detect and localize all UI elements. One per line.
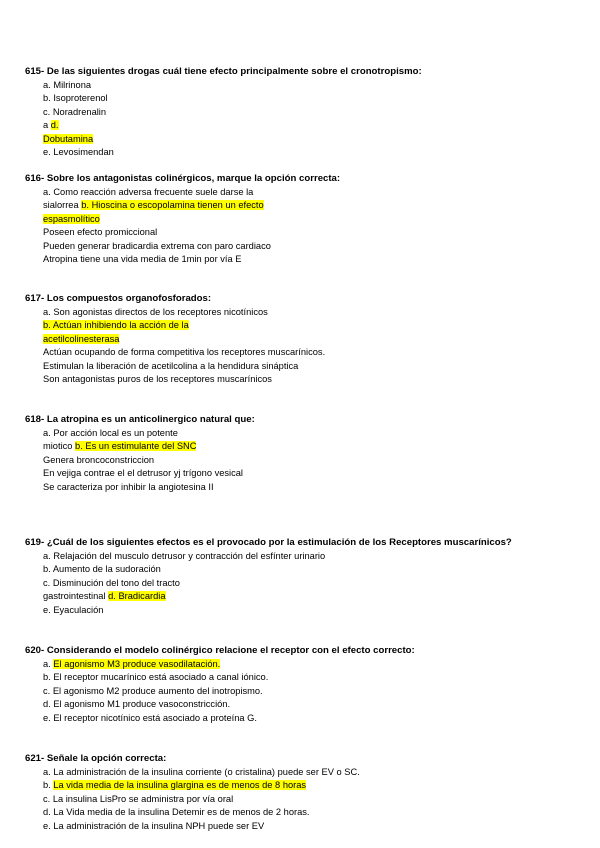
option-text: a. Como reacción adversa frecuente suele darse la <box>43 186 254 197</box>
option-text: a. Relajación del musculo detrusor y contracción del esfínter urinario <box>43 550 326 561</box>
question-title: 621- Señale la opción correcta: <box>25 753 167 764</box>
option-text: b. Aumento de la sudoración <box>43 564 161 575</box>
highlighted-answer: b. Es un estimulante del SNC <box>75 441 197 452</box>
question-title: 615- De las siguientes drogas cuál tiene efecto principalmente sobre el cronotropismo: <box>25 66 422 77</box>
option-text: e. La administración de la insulina NPH puede ser EV <box>43 820 265 831</box>
option-line <box>25 373 585 387</box>
option-line <box>25 106 585 120</box>
option-text: Genera broncoconstriccion <box>43 454 155 465</box>
option-text: Se caracteriza por inhibir la angiotesina II <box>43 481 214 492</box>
option-line <box>25 79 585 93</box>
question-617 <box>25 292 585 387</box>
option-line <box>25 240 585 254</box>
option-line <box>25 698 585 712</box>
question-621 <box>25 752 585 833</box>
option-text: c. Disminución del tono del tracto <box>43 577 180 588</box>
option-text: e. El receptor nicotínico está asociado a proteína G. <box>43 712 257 723</box>
option-line <box>25 213 585 227</box>
option-text: a. La administración de la insulina corriente (o cristalina) puede ser EV o SC. <box>43 766 360 777</box>
highlighted-answer: El agonismo M3 produce vasodilatación. <box>53 658 221 669</box>
option-line <box>25 481 585 495</box>
highlighted-answer: b. Actúan inhibiendo la acción de la <box>43 320 189 331</box>
option-line <box>25 779 585 793</box>
question-title: 616- Sobre los antagonistas colinérgicos, marque la opción correcta: <box>25 173 341 184</box>
option-text: d. La Vida media de la insulina Detemir es de menos de 2 horas. <box>43 807 310 818</box>
option-line <box>25 454 585 468</box>
highlighted-answer: b. Hioscina o escopolamina tienen un efecto <box>81 200 264 211</box>
option-text: c. El agonismo M2 produce aumento del inotropismo. <box>43 685 263 696</box>
question-title: 618- La atropina es un anticolinergico natural que: <box>25 414 255 425</box>
option-line <box>25 146 585 160</box>
option-line <box>25 92 585 106</box>
option-text: e. Eyaculación <box>43 604 104 615</box>
option-line <box>25 658 585 672</box>
option-text: Actúan ocupando de forma competitiva los receptores muscarínicos. <box>43 347 326 358</box>
option-text: miotico <box>43 441 76 452</box>
option-line <box>25 253 585 267</box>
option-line <box>25 186 585 200</box>
question-title: 620- Considerando el modelo colinérgico relacione el receptor con el efecto correcto: <box>25 645 415 656</box>
option-text: b. Isoproterenol <box>43 93 108 104</box>
option-line <box>25 427 585 441</box>
question-title: 619- ¿Cuál de los siguientes efectos es el provocado por la estimulación de los Receptores muscarínicos? <box>25 537 512 548</box>
option-text: Pueden generar bradicardia extrema con paro cardiaco <box>43 240 271 251</box>
question-618 <box>25 413 585 494</box>
option-line <box>25 360 585 374</box>
option-line <box>25 133 585 147</box>
option-text: a <box>43 120 51 131</box>
option-line <box>25 306 585 320</box>
option-line <box>25 671 585 685</box>
highlighted-answer: d. Bradicardia <box>108 591 166 602</box>
option-line <box>25 563 585 577</box>
option-line <box>25 319 585 333</box>
option-line <box>25 793 585 807</box>
option-text: b. El receptor mucarínico está asociado a canal iónico. <box>43 672 269 683</box>
highlighted-answer: espasmolítico <box>43 213 100 224</box>
option-text: b. <box>43 780 54 791</box>
option-text: a. Son agonistas directos de los receptores nicotínicos <box>43 306 268 317</box>
question-title: 617- Los compuestos organofosforados: <box>25 293 212 304</box>
option-text: d. El agonismo M1 produce vasoconstricción. <box>43 699 231 710</box>
option-line <box>25 604 585 618</box>
option-line <box>25 333 585 347</box>
option-text: Son antagonistas puros de los receptores muscarínicos <box>43 374 272 385</box>
option-line <box>25 590 585 604</box>
option-text: a. Por acción local es un potente <box>43 427 178 438</box>
option-line <box>25 806 585 820</box>
option-line <box>25 467 585 481</box>
option-line <box>25 766 585 780</box>
option-text: En vejiga contrae el el detrusor yj trígono vesical <box>43 468 243 479</box>
option-line <box>25 820 585 834</box>
option-text: e. Levosimendan <box>43 147 114 158</box>
option-text: gastrointestinal <box>43 591 109 602</box>
option-line <box>25 685 585 699</box>
option-text: a. <box>43 658 54 669</box>
option-line <box>25 550 585 564</box>
option-line <box>25 577 585 591</box>
option-text: Poseen efecto promiccional <box>43 227 158 238</box>
question-620 <box>25 644 585 725</box>
question-615 <box>25 65 585 160</box>
question-616 <box>25 172 585 267</box>
question-619 <box>25 536 585 617</box>
option-text: sialorrea <box>43 200 82 211</box>
option-line <box>25 712 585 726</box>
option-line <box>25 440 585 454</box>
option-text: Atropina tiene una vida media de 1min por vía E <box>43 254 242 265</box>
option-line <box>25 346 585 360</box>
option-line <box>25 199 585 213</box>
highlighted-answer: La vida media de la insulina glargina es de menos de 8 horas <box>53 780 307 791</box>
option-text: c. La insulina LisPro se administra por vía oral <box>43 793 234 804</box>
highlighted-answer: acetilcolinesterasa <box>43 333 120 344</box>
option-text: Estimulan la liberación de acetilcolina a la hendidura sináptica <box>43 360 299 371</box>
highlighted-answer: d. <box>50 120 59 131</box>
option-text: c. Noradrenalin <box>43 106 107 117</box>
option-line <box>25 226 585 240</box>
option-text: a. Milrinona <box>43 79 92 90</box>
highlighted-answer: Dobutamina <box>43 133 94 144</box>
option-line <box>25 119 585 133</box>
